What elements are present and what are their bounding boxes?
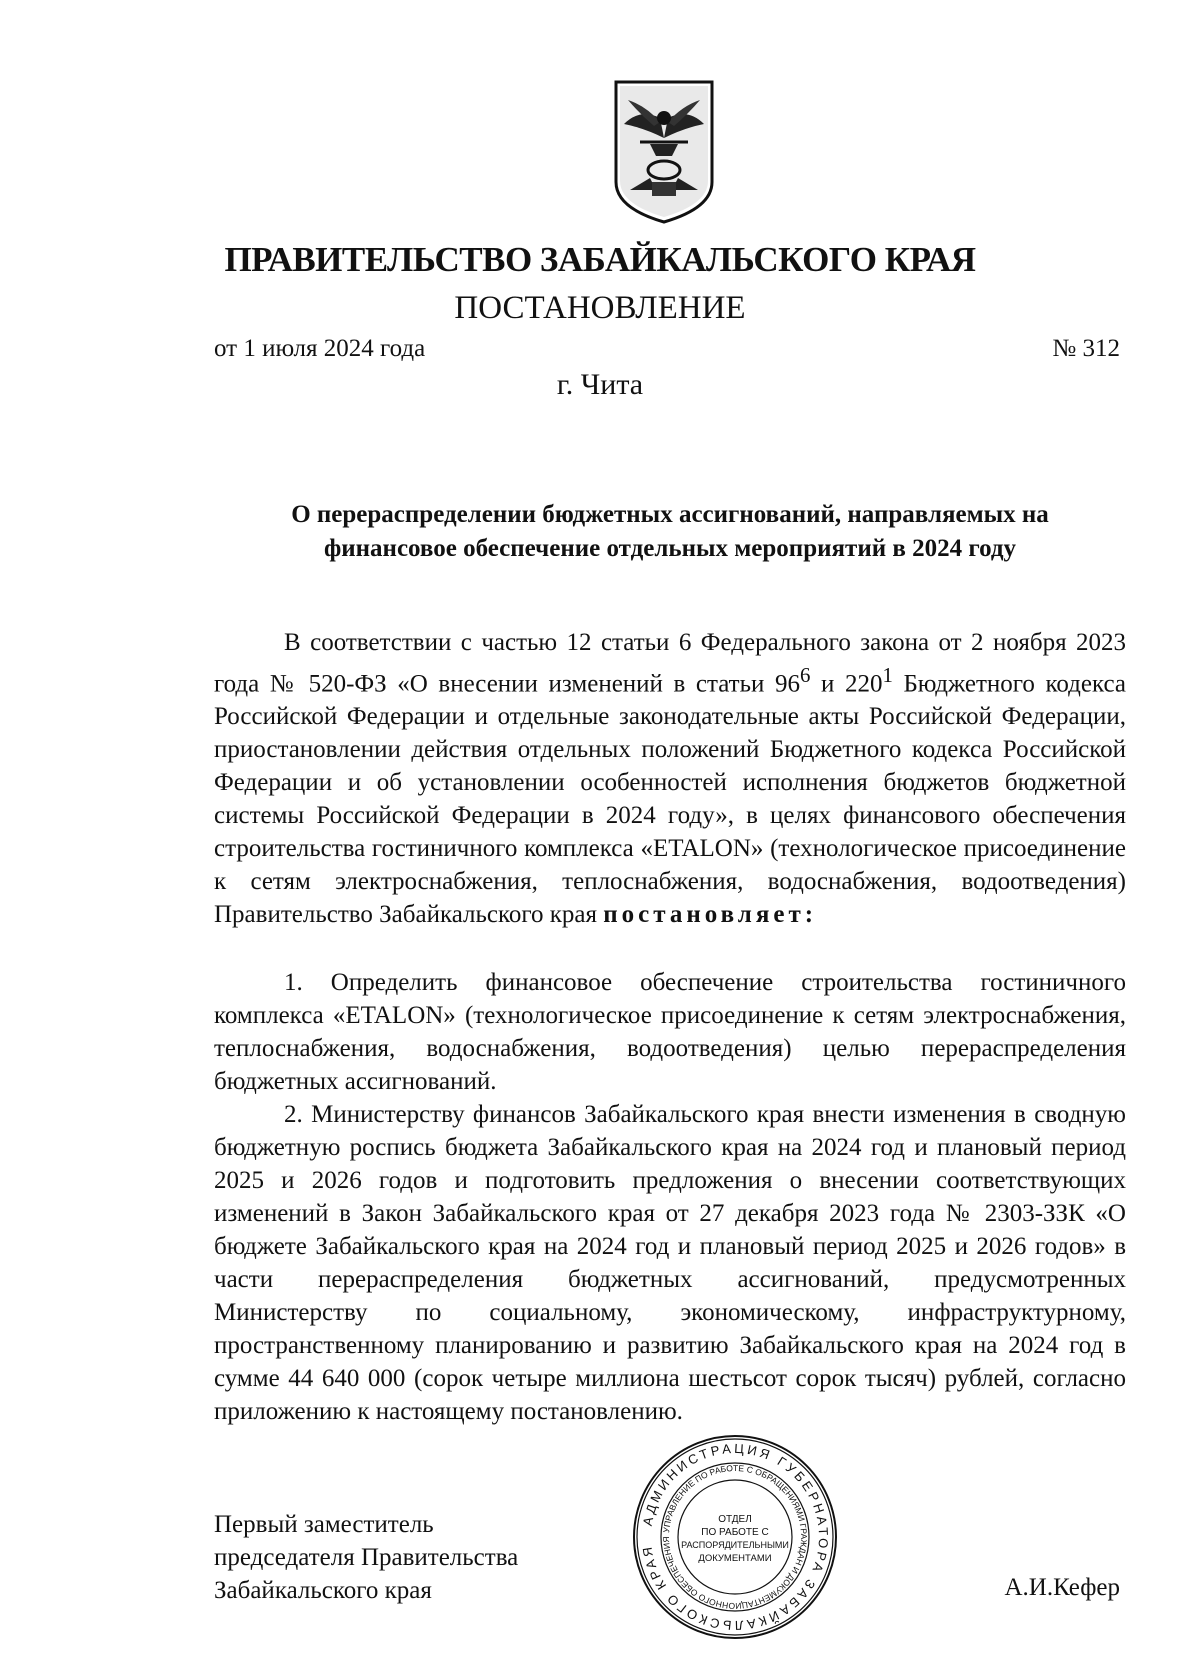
- preamble: [214, 626, 1126, 931]
- official-stamp: [630, 1432, 840, 1642]
- government-title: ПРАВИТЕЛЬСТВО ЗАБАЙКАЛЬСКОГО КРАЯ: [224, 240, 976, 279]
- preamble-superscript-2: 1: [882, 663, 893, 687]
- preamble-text-3: Бюджетного кодекса Российской Федерации и отдельные законодательные акты Российской Федерации, приостановлении действия отдельных положений Бюджетного кодекса Российской Федерации и об установлении особенностей исполнения бюджетов бюджетной системы Российской Федерации в 2024 году», в целях финансового обеспечения строительства гостиничного комплекса «ETALON» (технологическое присоединение к сетям электроснабжения, теплоснабжения, водоснабжения, водоотведения) Правительство Забайкальского края: [214, 670, 1126, 929]
- signer-position-line: Первый заместитель: [214, 1511, 434, 1538]
- stamp-center-line: ПО РАБОТЕ С: [701, 1527, 769, 1538]
- signer-position: [214, 1508, 518, 1607]
- preamble-superscript-1: 6: [799, 663, 811, 687]
- stamp-outer-ring-text: АДМИНИСТРАЦИЯ ГУБЕРНАТОРА ЗАБАЙКАЛЬСКОГО КРАЯ: [639, 1440, 832, 1634]
- stamp-inner-ring-text: УПРАВЛЕНИЕ ПО РАБОТЕ С ОБРАЩЕНИЯМИ ГРАЖДАН И ДОКУМЕНТАЦИОННОГО ОБЕСПЕЧЕНИЯ: [660, 1462, 810, 1612]
- stamp-center-line: ДОКУМЕНТАМИ: [698, 1553, 772, 1564]
- document-city: г. Чита: [556, 368, 644, 401]
- document-type: ПОСТАНОВЛЕНИЕ: [454, 290, 746, 326]
- coat-of-arms-icon: [610, 78, 718, 226]
- subject-line-2: финансовое обеспечение отдельных мероприятий в 2024 году: [323, 535, 1017, 562]
- signer-position-line: Забайкальского края: [214, 1577, 432, 1604]
- signer-name: А.И.Кефер: [1004, 1574, 1120, 1601]
- document-date: от 1 июля 2024 года: [214, 335, 426, 362]
- preamble-text-2: и 220: [810, 670, 883, 698]
- stamp-center-line: РАСПОРЯДИТЕЛЬНЫМИ: [681, 1540, 789, 1550]
- resolves-word: постановляет:: [603, 901, 818, 929]
- preamble-text-1: В соответствии с частью 12 статьи 6 Федерального закона от 2 ноября 2023 года № 520-ФЗ «О внесении изменений в статьи 96: [214, 629, 1126, 698]
- stamp-center-line: ОТДЕЛ: [718, 1514, 752, 1525]
- preamble-paragraph: [214, 626, 1126, 931]
- signer-position-line: председателя Правительства: [214, 1544, 519, 1571]
- document-subject: [210, 498, 1130, 566]
- resolution-item: 2. Министерству финансов Забайкальского края внести изменения в сводную бюджетную роспись бюджета Забайкальского края на 2024 год и плановый период 2025 и 2026 годов и подготовить предложения о внесении соответствующих изменений в Закон Забайкальского края от 27 декабря 2023 года № 2303-ЗЗК «О бюджете Забайкальского края на 2024 год и плановый период 2025 и 2026 годов» в части перераспределения бюджетных ассигнований, предусмотренных Министерству по социальному, экономическому, инфраструктурному, пространственному планированию и развитию Забайкальского края на 2024 год в сумме 44 640 000 (сорок четыре миллиона шестьсот сорок тысяч) рублей, согласно приложению к настоящему постановлению.: [214, 1101, 1126, 1425]
- resolution-items: [214, 966, 1126, 1428]
- document-number: № 312: [1052, 335, 1120, 362]
- resolution-item: 1. Определить финансовое обеспечение строительства гостиничного комплекса «ETALON» (технологическое присоединение к сетям электроснабжения, теплоснабжения, водоснабжения, водоотведения) целью перераспределения бюджетных ассигнований.: [214, 969, 1126, 1095]
- subject-line-1: О перераспределении бюджетных ассигнований, направляемых на: [291, 501, 1049, 528]
